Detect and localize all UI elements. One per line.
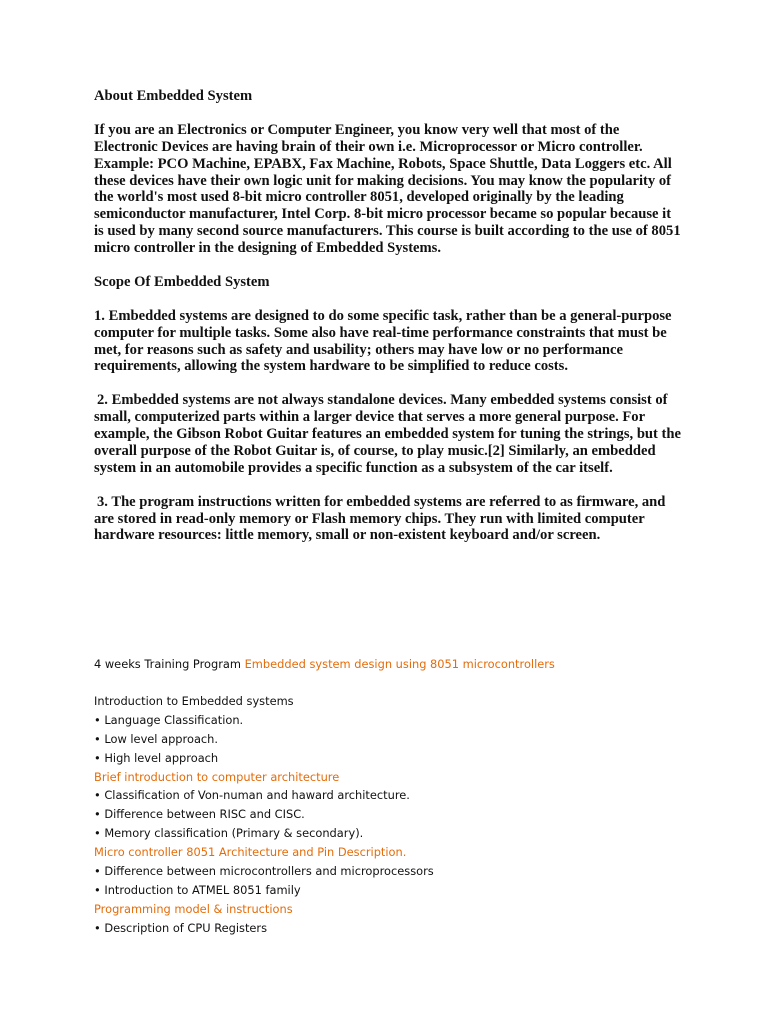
document-body xyxy=(94,88,684,561)
spacer xyxy=(94,674,714,692)
training-prefix: 4 weeks Training Program xyxy=(94,657,241,671)
scope-point-1: 1. Embedded systems are designed to do some specific task, rather than be a general-purpose computer for multiple tasks. Some also have real-time performance constraints that must be met, for reasons such as safety and usability; others may have low or no performance requirements, allowing the system hardware to be simplified to reduce costs. xyxy=(94,307,672,375)
training-program-section xyxy=(94,655,714,938)
intro-section-heading: Introduction to Embedded systems xyxy=(94,693,294,708)
programming-model-section-heading: Programming model & instructions xyxy=(94,901,293,916)
scope-point-3: 3. The program instructions written for embedded systems are referred to as firmware, and are stored in read-only memory or Flash memory chips. They run with limited computer hardware resources: little memory, small or non-existent keyboard and/or screen. xyxy=(94,493,666,544)
training-course-title: Embedded system design using 8051 microcontrollers xyxy=(244,657,555,671)
training-title-line xyxy=(94,655,714,674)
scope-point-2: 2. Embedded systems are not always standalone devices. Many embedded systems consist of small, computerized parts within a larger device that serves a more general purpose. For example, the Gibson Robot Guitar features an embedded system for tuning the strings, but the overall purpose of the Robot Guitar is, of course, to play music.[2] Similarly, an embedded system in an automobile provides a specific function as a subsystem of the car itself. xyxy=(94,392,682,476)
list-item: • Introduction to ATMEL 8051 family xyxy=(94,882,301,897)
list-item: • Low level approach. xyxy=(94,731,219,746)
list-item: • Description of CPU Registers xyxy=(94,920,268,935)
list-item: • Classification of Von-numan and haward architecture. xyxy=(94,788,410,803)
scope-heading: Scope Of Embedded System xyxy=(94,273,270,290)
about-heading: About Embedded System xyxy=(94,88,253,104)
list-item: • Language Classification. xyxy=(94,712,244,727)
list-item: • Memory classification (Primary & secondary). xyxy=(94,826,364,841)
about-intro-paragraph: If you are an Electronics or Computer Engineer, you know very well that most of the Electronic Devices are having brain of their own i.e. Microprocessor or Micro controller. Example: PCO Machine, EPABX, Fax Machine, Robots, Space Shuttle, Data Loggers etc. All these devices have their own logic unit for making decisions. You may know the popularity of the world's most used 8-bit micro controller 8051, developed originally by the leading semiconductor manufacturer, Intel Corp. 8-bit micro processor became so popular because it is used by many second source manufacturers. This course is built according to the use of 8051 micro controller in the designing of Embedded Systems. xyxy=(94,121,681,257)
architecture-section-heading: Brief introduction to computer architecture xyxy=(94,769,340,784)
list-item: • Difference between microcontrollers and microprocessors xyxy=(94,864,434,879)
pin-description-section-heading: Micro controller 8051 Architecture and Pin Description. xyxy=(94,845,407,860)
list-item: • Difference between RISC and CISC. xyxy=(94,807,305,822)
list-item: • High level approach xyxy=(94,750,219,765)
